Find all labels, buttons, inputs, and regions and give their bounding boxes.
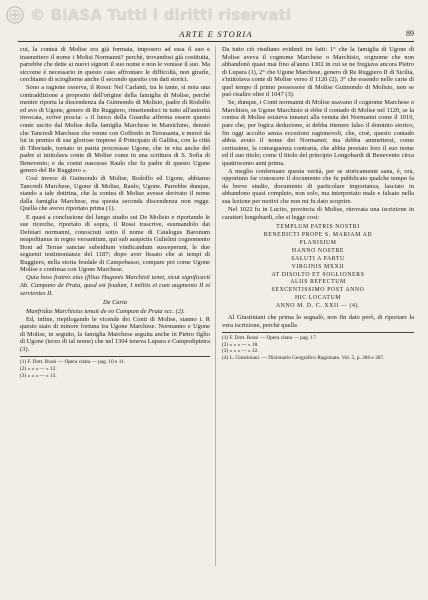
paragraph: Sono a ragione osserva, il Rossi: Nel Carlanti, tra le tante, si nota una contraddizione a proposito dell'origine della famiglia di Molise, perchè mentre riporta la discendenza da Guimondo di Molisio, padre di Rodolfo ed avo di Ugone, genero di Re Ruggiero, rimettendoci in tutto all'autorità invocata, scrive poscia: « il luoco della Guardia afferma essere questo conte uscito dal Molise della famiglia Marchese in Marsichino, denotò che Tancredi Marchese che venne con Goffredo in Terrasanta, e mercè da lui in premio di sue gloriose imprese il Principato di Galilea, con la città di Tiberiade, tornato in patria procreasse Ugone, che in vita anche del padre si intitolava conte di Molise come in una scrittura di S. Sofia di Benevento; e da costui nascesse Raulo che fu padre di questo Ugone genero del Re Ruggiero ». — [20, 84, 210, 175]
inscription-line: ALIIS REFECTUM — [290, 279, 346, 286]
inscription-line: ANNO M. D. C. XXII — (4). — [275, 303, 361, 310]
inscription-line: HANNO NOSTRE — [291, 247, 345, 254]
header-rule — [18, 41, 414, 42]
paragraph: Ed, infine, riepilogando le vicende dei Conti di Molise, stanno i. R questo stato di minore fortuna tra Ugone Marchese. Normanno e Ugone di Molise, in seguito, la famiglia Marchese seguita anche in Pietro figlio di Ugone (terzo di tal nome) che nel 1304 teneva Lupara e Campodipietra (3). — [20, 315, 210, 353]
running-head — [18, 29, 414, 41]
footnote: (3) » » » — » 22. — [222, 348, 259, 355]
latin-quote: Quia hoss fratres eius (filius Hugonis Marchisii tenet, sicut significavit Ab. Campano de Prata, quod est feudum, I militis et cum augmento II et servientes II. — [20, 274, 210, 297]
inscription-line: HIC LOCATUM — [294, 295, 342, 302]
sub-heading: De Caria — [103, 299, 127, 307]
paragraph: E quasi a conclusione del lungo studio sui De Molisio e riportando le sue ricerche, riportato di sopra, il Rossi trascrive, esumandolo dai Defetari normanni, conosciuti sotto il nome di Catalogus Baronum neapolitanus in regno versantium, qui sub auspiciis Gulielmi cognomento Boni ad Terrae sanctae subsidium vindicandum susceperunt, le due seguenti testimonianze del 1187; dopo aver fissato che ai tempi di Ruggiero, nella storia feudale di Campobasso, compare poi come Ugone Molise e continua con Ugone Marchese. — [20, 213, 210, 274]
paragraph: Se, dunque, i Conti normanni di Molise usavano il cognome Marchese o Marchisio, se Ugone Marchisio si ebbe il contado di Molise nel 1120, se la contea di Molise esisteva innanzi alla venuta dei Normanni come il 1010, pare che, per logica deduzione, si debba ritenere falso il dominio storico, fin oggi accolto senza eccezioni ragionevoli, che, cioè, questo contado abbia avuto il nome dei Normanni; ma debba ammettersi, come certissimo, la conseguenza contraria, che abbia prestato loro il suo nome ed il suo titolo; come il titolo del principio Longobardi di Benevento circa quattrocento anni prima. — [222, 99, 414, 167]
inscription-line: SALUTI A PARTU — [291, 255, 345, 262]
journal-title: ARTE E STORIA — [179, 29, 253, 39]
inscription — [222, 224, 414, 311]
watermark — [6, 4, 422, 26]
footnote: (1) F. Dott. Rossi — Opera citata — pag. 10 e 11. — [20, 359, 126, 366]
inscription-line: BENEDICTI PROPE S. MARIAM AD — [263, 231, 373, 238]
inscription-line: TEMPLUM PATRIS NOSTRI — [276, 224, 360, 231]
footnote: (3) » » » — » 13. — [20, 372, 57, 379]
latin-quote: Manfridus Marchisius tenuit de eo Campum de Prata scc. (2). — [26, 307, 185, 315]
footnotes — [222, 332, 414, 361]
watermark-text: © BiASA Tutti i diritti riservati — [30, 6, 292, 24]
paragraph: Da tutto ciò risultano evidenti tre fatti: 1° che la famiglia di Ugone di Molise aveva il cognome Marchese o Marchisio, cognome che non abbandonò quasi mai fino al'anno 1302 in cui se ne fregiava ancora Pietro di Lupara (1), 2° che Ugone Marchese, genero di Re Ruggiero II di Sicilia, s'intitolava conte di Molise verso il 1120 (2), 3° che essendo nelle carte di quel tempo il primo possessore di Molise Guimondo di Molisio, non se può risalire oltre il 1047 (3). — [222, 46, 414, 99]
right-column — [222, 46, 414, 362]
footnote: (2) » » » — » 18. — [222, 341, 259, 348]
paragraph: Al Giustiniani che prima lo segnalò, non fin dato però, di riportare la vera iscrizione, perchè quella — [222, 314, 414, 329]
paragraph: cui, la contea di Molise era già formata, imposero ad essa il suo e trasmettero il nome i Molisi Normanni? perchè, trovandosi già costituita, parrebbe che dette ai nuovi signori il suo nome e non le venisse il suo. Ma siccome è necessario in questo caso affrontare le difficoltà, non girarle, cerchiamo di scioglierne anche il secondo quesito con dati storici. — [20, 46, 210, 84]
paragraph: Così invece di Guimondo di Molise, Rodolfo ed Ugone, abbiamo Tancredi Marchese, Ugone di Molise, Raulo, Ugone. Parrebbe dunque, stando a tale dottrina, che la contea di Molise avesse derivato il nome dalla famiglia Marchese, ma questa seconda discendenza non regge. Quella che avevo riportato prima (1). — [20, 175, 210, 213]
paragraph: Nel 1022 fu in Lucito, provincia di Molise, ritrovata una iscrizione in caratteri longobardi, che si legge così: — [222, 205, 414, 221]
seal-icon — [6, 6, 24, 24]
left-column — [20, 46, 210, 379]
column-divider — [215, 46, 216, 566]
inscription-line: PLANISIUM — [299, 239, 337, 246]
footnote: (1) F. Dott. Rossi — Opera citata — pag. 17. — [222, 335, 318, 342]
footnotes — [20, 356, 210, 379]
footnote: (2) » » » — » 12. — [20, 365, 57, 372]
inscription-line: SEXCENTISSIMO POST ANNO — [271, 287, 365, 294]
footnote: (4) L. Giustiniani. — Dizionario Geografico Ragionato. Vol. 5, p. 306 e 307. — [222, 354, 385, 361]
page-number: 89 — [406, 29, 414, 38]
inscription-line: AT DISOLTO ET SOGLIONERS — [271, 271, 365, 278]
paragraph: A meglio confermare questa verità, per se storicamente sana, è, ora, opportuno far conoscere il documento che fu pubblicato qualche tempo fa da breve studio, documento di particolare importanza, lasciato in abbandono quasi completo, non solo, ma interpretato male e falsato nella sua lezione per motivi che non mi fu dato scoprire. — [222, 167, 414, 205]
inscription-line: VIRGINIS MXXII — [291, 263, 345, 270]
